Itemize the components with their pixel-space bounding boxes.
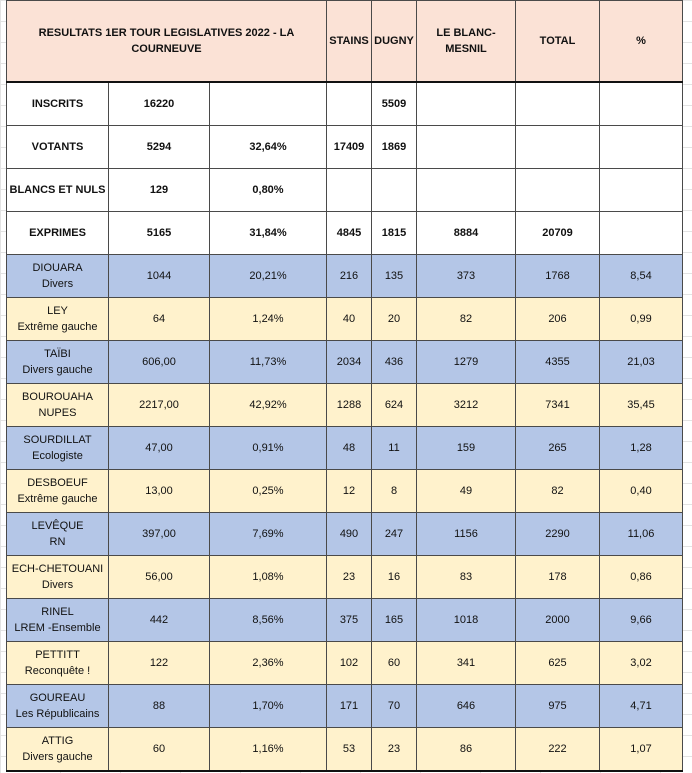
candidate-party: Divers: [41, 278, 74, 290]
cell-percent[interactable]: [600, 169, 683, 212]
cell-total[interactable]: 2000: [516, 599, 600, 642]
cell-la-courneuve-votes[interactable]: 606,00: [109, 341, 210, 384]
candidate-name: RINEL: [41, 606, 74, 618]
candidate-row: [7, 384, 683, 427]
cell-dugny[interactable]: 70: [372, 685, 417, 728]
candidate-row: [7, 470, 683, 513]
candidate-row: [7, 728, 683, 772]
cell-stains[interactable]: 490: [327, 513, 372, 556]
cell-la-courneuve-votes[interactable]: 122: [109, 642, 210, 685]
stat-row: [7, 212, 683, 255]
cell-total[interactable]: [516, 82, 600, 126]
cell-la-courneuve-percent[interactable]: 7,69%: [210, 513, 327, 556]
cell-percent[interactable]: 11,06: [600, 513, 683, 556]
cell-stains[interactable]: 4845: [327, 212, 372, 255]
cell-percent[interactable]: 9,66: [600, 599, 683, 642]
candidate-cell[interactable]: [7, 384, 109, 427]
stat-label-cell[interactable]: INSCRITS: [7, 82, 109, 126]
cell-la-courneuve-votes[interactable]: 442: [109, 599, 210, 642]
cell-dugny[interactable]: 5509: [372, 82, 417, 126]
candidate-party: Extrême gauche: [17, 493, 98, 505]
candidate-party: Ecologiste: [32, 450, 83, 462]
candidate-name: TAÏBI: [44, 348, 71, 360]
candidate-row: [7, 513, 683, 556]
candidate-row: [7, 427, 683, 470]
candidate-cell[interactable]: [7, 599, 109, 642]
candidate-cell[interactable]: [7, 255, 109, 298]
candidate-name: BOUROUAHA: [22, 391, 93, 403]
cell-la-courneuve-percent[interactable]: 42,92%: [210, 384, 327, 427]
cell-la-courneuve-votes[interactable]: 129: [109, 169, 210, 212]
cell-la-courneuve-votes[interactable]: 47,00: [109, 427, 210, 470]
column-header-stains[interactable]: STAINS: [327, 1, 372, 83]
cell-total[interactable]: 2290: [516, 513, 600, 556]
cell-percent[interactable]: 1,07: [600, 728, 683, 772]
cell-dugny[interactable]: 23: [372, 728, 417, 772]
cell-stains[interactable]: 12: [327, 470, 372, 513]
cell-percent[interactable]: 0,86: [600, 556, 683, 599]
column-header-blanc-mesnil[interactable]: LE BLANC-MESNIL: [417, 1, 516, 83]
cell-blanc-mesnil[interactable]: 83: [417, 556, 516, 599]
cell-total[interactable]: [516, 126, 600, 169]
cell-la-courneuve-percent[interactable]: 32,64%: [210, 126, 327, 169]
cell-total[interactable]: 625: [516, 642, 600, 685]
candidate-name: DESBOEUF: [27, 477, 88, 489]
cell-stains[interactable]: 216: [327, 255, 372, 298]
candidate-cell[interactable]: [7, 298, 109, 341]
cell-percent[interactable]: 21,03: [600, 341, 683, 384]
cell-dugny[interactable]: 1869: [372, 126, 417, 169]
cell-la-courneuve-votes[interactable]: 2217,00: [109, 384, 210, 427]
stats-section: [7, 82, 683, 255]
cell-total[interactable]: 20709: [516, 212, 600, 255]
cell-la-courneuve-percent[interactable]: 2,36%: [210, 642, 327, 685]
cell-la-courneuve-percent[interactable]: 11,73%: [210, 341, 327, 384]
cell-dugny[interactable]: 8: [372, 470, 417, 513]
candidate-name: DIOUARA: [32, 262, 83, 274]
cell-stains[interactable]: 17409: [327, 126, 372, 169]
cell-la-courneuve-percent[interactable]: 1,16%: [210, 728, 327, 772]
cell-la-courneuve-votes[interactable]: 397,00: [109, 513, 210, 556]
cell-la-courneuve-votes[interactable]: 64: [109, 298, 210, 341]
cell-blanc-mesnil[interactable]: 8884: [417, 212, 516, 255]
cell-la-courneuve-votes[interactable]: 16220: [109, 82, 210, 126]
cell-percent[interactable]: 8,54: [600, 255, 683, 298]
candidate-name: SOURDILLAT: [23, 434, 92, 446]
cell-dugny[interactable]: 20: [372, 298, 417, 341]
cell-la-courneuve-percent[interactable]: 31,84%: [210, 212, 327, 255]
cell-la-courneuve-votes[interactable]: 1044: [109, 255, 210, 298]
cell-la-courneuve-votes[interactable]: 56,00: [109, 556, 210, 599]
candidate-cell[interactable]: [7, 642, 109, 685]
cell-la-courneuve-percent[interactable]: 0,91%: [210, 427, 327, 470]
candidate-cell[interactable]: [7, 341, 109, 384]
candidate-party: Divers gauche: [22, 364, 93, 376]
candidate-party: Reconquête !: [24, 665, 91, 677]
candidate-row: [7, 341, 683, 384]
stat-label-cell[interactable]: EXPRIMES: [7, 212, 109, 255]
candidate-name: PETTITT: [35, 649, 80, 661]
cell-percent[interactable]: 0,40: [600, 470, 683, 513]
cell-la-courneuve-percent[interactable]: [210, 82, 327, 126]
candidate-row: [7, 255, 683, 298]
cell-la-courneuve-percent[interactable]: 0,80%: [210, 169, 327, 212]
cell-total[interactable]: [516, 169, 600, 212]
cell-percent[interactable]: 0,99: [600, 298, 683, 341]
cell-stains[interactable]: 23: [327, 556, 372, 599]
cell-stains[interactable]: [327, 82, 372, 126]
candidate-party: Divers: [41, 579, 74, 591]
candidate-row: [7, 685, 683, 728]
cell-percent[interactable]: 35,45: [600, 384, 683, 427]
cell-blanc-mesnil[interactable]: 159: [417, 427, 516, 470]
candidate-party: Extrême gauche: [17, 321, 98, 333]
cell-dugny[interactable]: 436: [372, 341, 417, 384]
cell-dugny[interactable]: 135: [372, 255, 417, 298]
candidate-cell[interactable]: [7, 728, 109, 772]
candidate-cell[interactable]: [7, 556, 109, 599]
candidate-name: GOUREAU: [29, 692, 86, 704]
stat-row: [7, 126, 683, 169]
cell-blanc-mesnil[interactable]: 1018: [417, 599, 516, 642]
cell-stains[interactable]: 40: [327, 298, 372, 341]
cell-percent[interactable]: 3,02: [600, 642, 683, 685]
cell-la-courneuve-votes[interactable]: 60: [109, 728, 210, 772]
candidate-cell[interactable]: [7, 427, 109, 470]
cell-blanc-mesnil[interactable]: 341: [417, 642, 516, 685]
cell-stains[interactable]: [327, 169, 372, 212]
table-title[interactable]: RESULTATS 1ER TOUR LEGISLATIVES 2022 - LA COURNEUVE: [7, 1, 327, 83]
cell-la-courneuve-percent[interactable]: 1,24%: [210, 298, 327, 341]
cell-percent[interactable]: [600, 212, 683, 255]
cell-blanc-mesnil[interactable]: [417, 82, 516, 126]
cell-blanc-mesnil[interactable]: [417, 169, 516, 212]
candidate-cell[interactable]: [7, 685, 109, 728]
cell-total[interactable]: 7341: [516, 384, 600, 427]
cell-percent[interactable]: [600, 82, 683, 126]
candidate-name: ATTIG: [41, 735, 74, 747]
candidate-name: LEY: [47, 305, 68, 317]
candidate-cell[interactable]: [7, 470, 109, 513]
cell-dugny[interactable]: 247: [372, 513, 417, 556]
cell-blanc-mesnil[interactable]: 1156: [417, 513, 516, 556]
cell-stains[interactable]: 375: [327, 599, 372, 642]
cell-blanc-mesnil[interactable]: 646: [417, 685, 516, 728]
candidate-row: [7, 556, 683, 599]
cell-blanc-mesnil[interactable]: 49: [417, 470, 516, 513]
cell-percent[interactable]: 1,28: [600, 427, 683, 470]
cell-total[interactable]: 1768: [516, 255, 600, 298]
header-row: [7, 1, 683, 83]
candidate-party: LREM -Ensemble: [14, 622, 101, 634]
candidate-row: [7, 599, 683, 642]
candidate-party: Divers gauche: [22, 751, 93, 763]
cell-total[interactable]: 265: [516, 427, 600, 470]
cell-blanc-mesnil[interactable]: 82: [417, 298, 516, 341]
stat-row: [7, 82, 683, 126]
cell-blanc-mesnil[interactable]: 1279: [417, 341, 516, 384]
cell-total[interactable]: 222: [516, 728, 600, 772]
candidate-row: [7, 642, 683, 685]
cell-la-courneuve-votes[interactable]: 5294: [109, 126, 210, 169]
cell-la-courneuve-percent[interactable]: 8,56%: [210, 599, 327, 642]
cell-la-courneuve-percent[interactable]: 20,21%: [210, 255, 327, 298]
cell-la-courneuve-percent[interactable]: 1,08%: [210, 556, 327, 599]
cell-dugny[interactable]: 16: [372, 556, 417, 599]
cell-la-courneuve-votes[interactable]: 88: [109, 685, 210, 728]
cell-percent[interactable]: 4,71: [600, 685, 683, 728]
cell-blanc-mesnil[interactable]: 373: [417, 255, 516, 298]
cell-dugny[interactable]: 60: [372, 642, 417, 685]
cell-stains[interactable]: 48: [327, 427, 372, 470]
column-header-percent[interactable]: %: [600, 1, 683, 83]
candidate-row: [7, 298, 683, 341]
candidate-party: NUPES: [38, 407, 77, 419]
column-header-dugny[interactable]: DUGNY: [372, 1, 417, 83]
cell-total[interactable]: 178: [516, 556, 600, 599]
candidate-name: LEVÊQUE: [31, 520, 84, 532]
column-header-total[interactable]: TOTAL: [516, 1, 600, 83]
cell-dugny[interactable]: 165: [372, 599, 417, 642]
cell-la-courneuve-percent[interactable]: 1,70%: [210, 685, 327, 728]
cell-blanc-mesnil[interactable]: 3212: [417, 384, 516, 427]
candidate-name: ECH-CHETOUANI: [11, 563, 104, 575]
cell-total[interactable]: 82: [516, 470, 600, 513]
cell-dugny[interactable]: 11: [372, 427, 417, 470]
results-table: [6, 0, 683, 772]
stat-label-cell[interactable]: VOTANTS: [7, 126, 109, 169]
cell-total[interactable]: 4355: [516, 341, 600, 384]
candidate-party: RN: [49, 536, 66, 548]
cell-blanc-mesnil[interactable]: [417, 126, 516, 169]
stat-label-cell[interactable]: BLANCS ET NULS: [7, 169, 109, 212]
cell-la-courneuve-votes[interactable]: 5165: [109, 212, 210, 255]
cell-dugny[interactable]: 624: [372, 384, 417, 427]
cell-dugny[interactable]: [372, 169, 417, 212]
cell-percent[interactable]: [600, 126, 683, 169]
cell-stains[interactable]: 1288: [327, 384, 372, 427]
cell-blanc-mesnil[interactable]: 86: [417, 728, 516, 772]
candidate-cell[interactable]: [7, 513, 109, 556]
cell-dugny[interactable]: 1815: [372, 212, 417, 255]
candidates-section: [7, 255, 683, 772]
cell-stains[interactable]: 171: [327, 685, 372, 728]
cell-la-courneuve-percent[interactable]: 0,25%: [210, 470, 327, 513]
cell-total[interactable]: 975: [516, 685, 600, 728]
cell-stains[interactable]: 2034: [327, 341, 372, 384]
cell-total[interactable]: 206: [516, 298, 600, 341]
cell-la-courneuve-votes[interactable]: 13,00: [109, 470, 210, 513]
cell-stains[interactable]: 102: [327, 642, 372, 685]
cell-stains[interactable]: 53: [327, 728, 372, 772]
stat-row: [7, 169, 683, 212]
candidate-party: Les Républicains: [15, 708, 100, 720]
